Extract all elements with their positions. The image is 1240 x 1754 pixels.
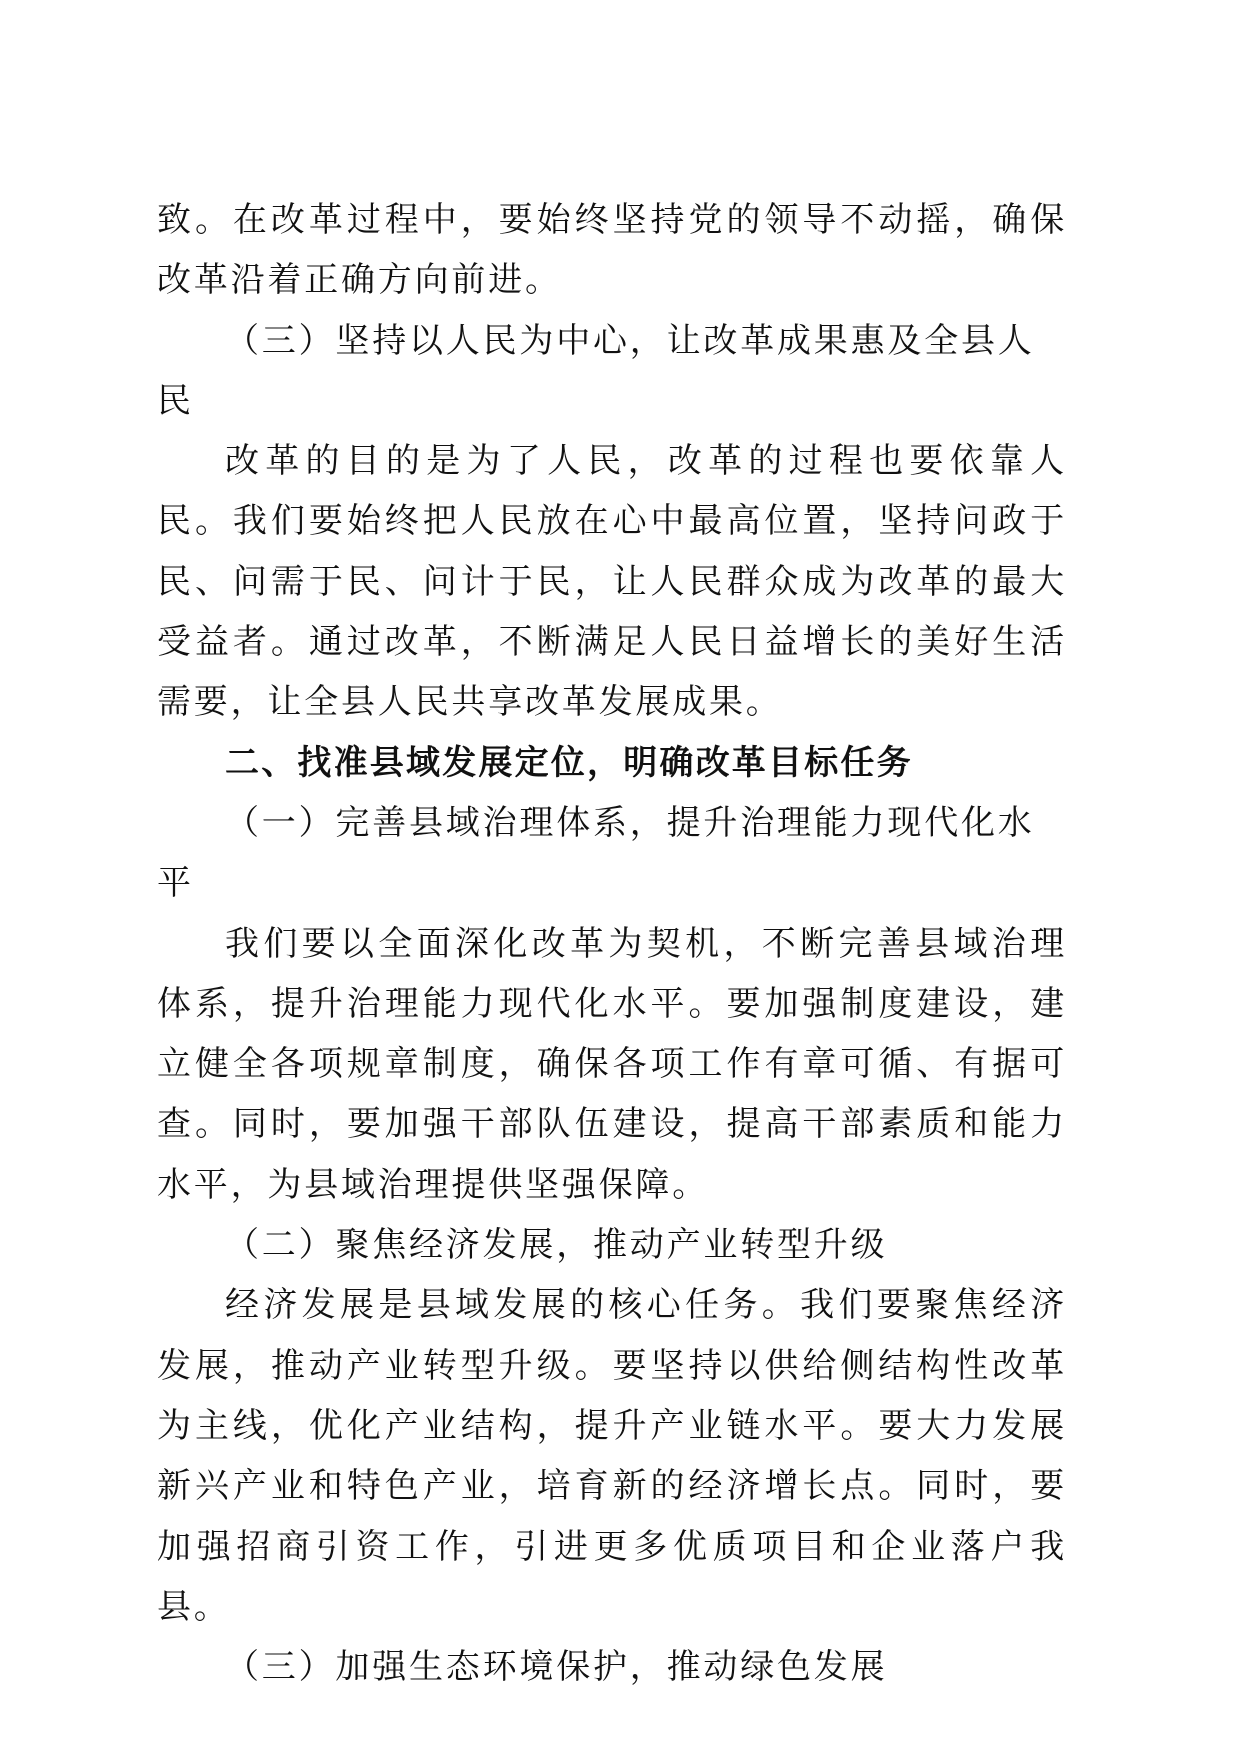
sub-heading-people-centered: （三）坚持以人民为中心，让改革成果惠及全县人民 (157, 320, 1035, 421)
paragraph-continued: 致。在改革过程中，要始终坚持党的领导不动摇，确保改革沿着正确方向前进。 (157, 200, 1067, 301)
section-heading-development-positioning: 二、找准县域发展定位，明确改革目标任务 (225, 742, 913, 783)
sub-heading-ecological-protection: （三）加强生态环境保护，推动绿色发展 (225, 1647, 888, 1688)
document-body (157, 190, 1067, 1697)
sub-heading-governance-system: （一）完善县域治理体系，提升治理能力现代化水平 (157, 802, 1035, 904)
paragraph-governance-system: 我们要以全面深化改革为契机，不断完善县域治理体系，提升治理能力现代化水平。要加强制度建设，建立健全各项规章制度，确保各项工作有章可循、有据可查。同时，要加强干部队伍建设，提高干部素质和能力水平，为县域治理提供坚强保障。 (157, 923, 1067, 1205)
sub-heading-economic-development: （二）聚焦经济发展，推动产业转型升级 (225, 1225, 888, 1266)
paragraph-people-centered: 改革的目的是为了人民，改革的过程也要依靠人民。我们要始终把人民放在心中最高位置，坚持问政于民、问需于民、问计于民，让人民群众成为改革的最大受益者。通过改革，不断满足人民日益增长的美好生活需要，让全县人民共享改革发展成果。 (157, 441, 1067, 723)
paragraph-economic-development: 经济发展是县域发展的核心任务。我们要聚焦经济发展，推动产业转型升级。要坚持以供给侧结构性改革为主线，优化产业结构，提升产业链水平。要大力发展新兴产业和特色产业，培育新的经济增长点。同时，要加强招商引资工作，引进更多优质项目和企业落户我县。 (157, 1285, 1067, 1627)
